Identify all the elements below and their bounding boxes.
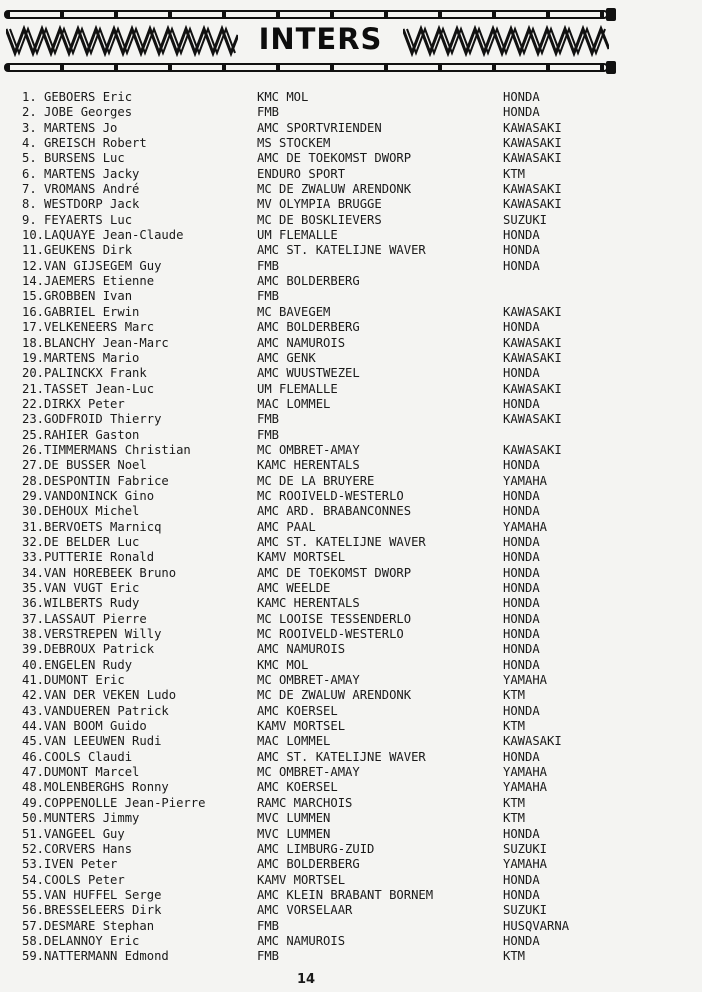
motorcycle-brand: YAMAHA bbox=[503, 765, 548, 780]
motorcycle-brand: SUZUKI bbox=[503, 841, 548, 856]
table-row bbox=[0, 474, 702, 489]
rider-name: 30.DEHOUX Michel bbox=[22, 504, 140, 519]
rider-name: 37.LASSAUT Pierre bbox=[22, 611, 147, 626]
table-row bbox=[0, 719, 702, 734]
club-name: AMC ST. KATELIJNE WAVER bbox=[257, 243, 426, 258]
table-row bbox=[0, 596, 702, 611]
motorcycle-brand: KAWASAKI bbox=[503, 120, 562, 135]
motorcycle-brand: HONDA bbox=[503, 611, 540, 626]
table-row bbox=[0, 397, 702, 412]
motorcycle-brand: HUSQVARNA bbox=[503, 918, 570, 933]
rider-name: 39.DEBROUX Patrick bbox=[22, 642, 155, 657]
club-name: FMB bbox=[257, 289, 280, 304]
table-row bbox=[0, 151, 702, 166]
rider-name: 21.TASSET Jean-Luc bbox=[22, 381, 155, 396]
club-name: AMC ARD. BRABANCONNES bbox=[257, 504, 412, 519]
club-name: AMC LIMBURG-ZUID bbox=[257, 841, 375, 856]
rider-name: 41.DUMONT Eric bbox=[22, 673, 125, 688]
rider-name: 34.VAN HOREBEEK Bruno bbox=[22, 565, 177, 580]
club-name: KAMC HERENTALS bbox=[257, 596, 360, 611]
rider-name: 59.NATTERMANN Edmond bbox=[22, 949, 169, 964]
rider-name: 58.DELANNOY Eric bbox=[22, 933, 140, 948]
rider-name: 14.JAEMERS Etienne bbox=[22, 274, 155, 289]
club-name: MC DE LA BRUYERE bbox=[257, 473, 375, 488]
table-row bbox=[0, 566, 702, 581]
rider-name: 18.BLANCHY Jean-Marc bbox=[22, 335, 169, 350]
table-row bbox=[0, 366, 702, 381]
table-row bbox=[0, 750, 702, 765]
rider-name: 45.VAN LEEUWEN Rudi bbox=[22, 734, 162, 749]
motorcycle-brand: KAWASAKI bbox=[503, 182, 562, 197]
club-name: FMB bbox=[257, 427, 280, 442]
rider-name: 27.DE BUSSER Noel bbox=[22, 458, 147, 473]
table-row bbox=[0, 734, 702, 749]
rider-name: 6. MARTENS Jacky bbox=[22, 166, 140, 181]
motorcycle-brand: SUZUKI bbox=[503, 212, 548, 227]
table-row bbox=[0, 320, 702, 335]
rider-name: 54.COOLS Peter bbox=[22, 872, 125, 887]
club-name: FMB bbox=[257, 105, 280, 120]
motorcycle-brand: KAWASAKI bbox=[503, 304, 562, 319]
table-row bbox=[0, 811, 702, 826]
rider-name: 49.COPPENOLLE Jean-Pierre bbox=[22, 795, 206, 810]
rider-name: 32.DE BELDER Luc bbox=[22, 534, 140, 549]
table-row bbox=[0, 857, 702, 872]
table-row bbox=[0, 780, 702, 795]
motorcycle-brand: YAMAHA bbox=[503, 673, 548, 688]
club-name: MC DE ZWALUW ARENDONK bbox=[257, 688, 412, 703]
motorcycle-brand: HONDA bbox=[503, 320, 540, 335]
club-name: MS STOCKEM bbox=[257, 136, 331, 151]
motorcycle-brand: HONDA bbox=[503, 565, 540, 580]
rider-name: 40.ENGELEN Rudy bbox=[22, 657, 133, 672]
club-name: AMC KOERSEL bbox=[257, 780, 338, 795]
club-name: MC OMBRET-AMAY bbox=[257, 673, 360, 688]
motorcycle-brand: HONDA bbox=[503, 396, 540, 411]
motorcycle-brand: HONDA bbox=[503, 887, 540, 902]
table-row bbox=[0, 243, 702, 258]
club-name: KAMC HERENTALS bbox=[257, 458, 360, 473]
table-row bbox=[0, 673, 702, 688]
table-row bbox=[0, 105, 702, 120]
rider-name: 36.WILBERTS Rudy bbox=[22, 596, 140, 611]
rider-name: 57.DESMARE Stephan bbox=[22, 918, 155, 933]
rider-name: 56.BRESSELEERS Dirk bbox=[22, 903, 162, 918]
table-row bbox=[0, 412, 702, 427]
table-row bbox=[0, 612, 702, 627]
table-row bbox=[0, 888, 702, 903]
table-row bbox=[0, 934, 702, 949]
club-name: MAC LOMMEL bbox=[257, 734, 331, 749]
table-row bbox=[0, 458, 702, 473]
motorcycle-brand: KTM bbox=[503, 688, 526, 703]
club-name: AMC PAAL bbox=[257, 519, 316, 534]
table-row bbox=[0, 289, 702, 304]
motorcycle-brand: KAWASAKI bbox=[503, 136, 562, 151]
table-row bbox=[0, 658, 702, 673]
motorcycle-brand: KAWASAKI bbox=[503, 197, 562, 212]
club-name: KAMV MORTSEL bbox=[257, 550, 346, 565]
club-name: AMC KLEIN BRABANT BORNEM bbox=[257, 887, 434, 902]
rider-name: 16.GABRIEL Erwin bbox=[22, 304, 140, 319]
club-name: FMB bbox=[257, 918, 280, 933]
table-row bbox=[0, 428, 702, 443]
motorcycle-brand: HONDA bbox=[503, 90, 540, 104]
club-name: KMC MOL bbox=[257, 90, 309, 104]
table-row bbox=[0, 167, 702, 182]
motorcycle-brand: HONDA bbox=[503, 749, 540, 764]
club-name: AMC NAMUROIS bbox=[257, 642, 346, 657]
table-row bbox=[0, 197, 702, 212]
club-name: AMC SPORTVRIENDEN bbox=[257, 120, 382, 135]
club-name: MC DE BOSKLIEVERS bbox=[257, 212, 382, 227]
table-row bbox=[0, 550, 702, 565]
club-name: MV OLYMPIA BRUGGE bbox=[257, 197, 382, 212]
motorcycle-brand: HONDA bbox=[503, 642, 540, 657]
motorcycle-brand: YAMAHA bbox=[503, 857, 548, 872]
club-name: AMC GENK bbox=[257, 350, 316, 365]
motorcycle-brand: KTM bbox=[503, 719, 526, 734]
rider-name: 15.GROBBEN Ivan bbox=[22, 289, 133, 304]
motorcycle-brand: HONDA bbox=[503, 627, 540, 642]
motorcycle-brand: HONDA bbox=[503, 228, 540, 243]
club-name: AMC ST. KATELIJNE WAVER bbox=[257, 749, 426, 764]
rider-name: 1. GEBOERS Eric bbox=[22, 90, 133, 104]
club-name: ENDURO SPORT bbox=[257, 166, 346, 181]
table-row bbox=[0, 535, 702, 550]
motorcycle-brand: KAWASAKI bbox=[503, 412, 562, 427]
table-row bbox=[0, 903, 702, 918]
table-row bbox=[0, 136, 702, 151]
club-name: MC ROOIVELD-WESTERLO bbox=[257, 488, 404, 503]
table-row bbox=[0, 305, 702, 320]
table-row bbox=[0, 827, 702, 842]
rider-name: 2. JOBE Georges bbox=[22, 105, 133, 120]
rider-name: 44.VAN BOOM Guido bbox=[22, 719, 147, 734]
table-row bbox=[0, 873, 702, 888]
table-row bbox=[0, 642, 702, 657]
table-row bbox=[0, 504, 702, 519]
motorcycle-brand: HONDA bbox=[503, 488, 540, 503]
motorcycle-brand: HONDA bbox=[503, 657, 540, 672]
rider-name: 53.IVEN Peter bbox=[22, 857, 118, 872]
table-row bbox=[0, 182, 702, 197]
rider-name: 46.COOLS Claudi bbox=[22, 749, 133, 764]
table-row bbox=[0, 581, 702, 596]
rider-name: 23.GODFROID Thierry bbox=[22, 412, 162, 427]
club-name: AMC BOLDERBERG bbox=[257, 857, 360, 872]
club-name: AMC KOERSEL bbox=[257, 703, 338, 718]
club-name: UM FLEMALLE bbox=[257, 228, 338, 243]
club-name: MVC LUMMEN bbox=[257, 811, 331, 826]
motorcycle-brand: KTM bbox=[503, 949, 526, 964]
club-name: AMC BOLDERBERG bbox=[257, 274, 360, 289]
motorcycle-brand: HONDA bbox=[503, 458, 540, 473]
zigzag-ornament-right bbox=[403, 25, 609, 57]
table-row bbox=[0, 274, 702, 289]
table-row bbox=[0, 765, 702, 780]
table-row bbox=[0, 121, 702, 136]
motorcycle-brand: HONDA bbox=[503, 703, 540, 718]
motorcycle-brand: KTM bbox=[503, 166, 526, 181]
rider-name: 50.MUNTERS Jimmy bbox=[22, 811, 140, 826]
rider-name: 5. BURSENS Luc bbox=[22, 151, 125, 166]
rider-name: 12.VAN GIJSEGEM Guy bbox=[22, 258, 162, 273]
motorcycle-brand: HONDA bbox=[503, 366, 540, 381]
rider-name: 38.VERSTREPEN Willy bbox=[22, 627, 162, 642]
motorcycle-brand: HONDA bbox=[503, 105, 540, 120]
table-row bbox=[0, 919, 702, 934]
club-name: AMC WEELDE bbox=[257, 581, 331, 595]
motorcycle-brand: HONDA bbox=[503, 258, 540, 273]
table-row bbox=[0, 627, 702, 642]
page-title: INTERS bbox=[258, 22, 383, 56]
club-name: AMC NAMUROIS bbox=[257, 335, 346, 350]
rider-name: 20.PALINCKX Frank bbox=[22, 366, 147, 381]
rider-name: 31.BERVOETS Marnicq bbox=[22, 519, 162, 534]
motorcycle-brand: KAWASAKI bbox=[503, 350, 562, 365]
table-row bbox=[0, 259, 702, 274]
header-bottom-rail bbox=[4, 63, 608, 72]
motorcycle-brand: HONDA bbox=[503, 596, 540, 611]
club-name: RAMC MARCHOIS bbox=[257, 795, 353, 810]
club-name: MC OMBRET-AMAY bbox=[257, 765, 360, 780]
table-row bbox=[0, 336, 702, 351]
motorcycle-brand: HONDA bbox=[503, 826, 540, 841]
club-name: AMC DE TOEKOMST DWORP bbox=[257, 151, 412, 166]
rider-name: 7. VROMANS André bbox=[22, 182, 140, 197]
motorcycle-brand: HONDA bbox=[503, 534, 540, 549]
rider-name: 43.VANDUEREN Patrick bbox=[22, 703, 169, 718]
table-row bbox=[0, 520, 702, 535]
table-row bbox=[0, 489, 702, 504]
rider-name: 4. GREISCH Robert bbox=[22, 136, 147, 151]
rider-name: 35.VAN VUGT Eric bbox=[22, 581, 140, 595]
table-row bbox=[0, 842, 702, 857]
rider-list bbox=[0, 90, 702, 965]
rider-name: 51.VANGEEL Guy bbox=[22, 826, 125, 841]
club-name: FMB bbox=[257, 258, 280, 273]
motorcycle-brand: KAWASAKI bbox=[503, 335, 562, 350]
rider-name: 47.DUMONT Marcel bbox=[22, 765, 140, 780]
rider-name: 33.PUTTERIE Ronald bbox=[22, 550, 155, 565]
motorcycle-brand: HONDA bbox=[503, 872, 540, 887]
club-name: AMC BOLDERBERG bbox=[257, 320, 360, 335]
rider-name: 22.DIRKX Peter bbox=[22, 396, 125, 411]
club-name: AMC WUUSTWEZEL bbox=[257, 366, 360, 381]
motorcycle-brand: KTM bbox=[503, 795, 526, 810]
club-name: KAMV MORTSEL bbox=[257, 872, 346, 887]
club-name: FMB bbox=[257, 412, 280, 427]
table-row bbox=[0, 443, 702, 458]
club-name: UM FLEMALLE bbox=[257, 381, 338, 396]
motorcycle-brand: HONDA bbox=[503, 933, 540, 948]
club-name: AMC VORSELAAR bbox=[257, 903, 353, 918]
table-row bbox=[0, 351, 702, 366]
motorcycle-brand: KAWASAKI bbox=[503, 151, 562, 166]
zigzag-ornament-left bbox=[6, 25, 238, 57]
motorcycle-brand: KAWASAKI bbox=[503, 442, 562, 457]
rider-name: 48.MOLENBERGHS Ronny bbox=[22, 780, 169, 795]
table-row bbox=[0, 90, 702, 105]
motorcycle-brand: YAMAHA bbox=[503, 519, 548, 534]
rider-name: 26.TIMMERMANS Christian bbox=[22, 442, 191, 457]
motorcycle-brand: KAWASAKI bbox=[503, 734, 562, 749]
rider-name: 52.CORVERS Hans bbox=[22, 841, 133, 856]
rider-name: 3. MARTENS Jo bbox=[22, 120, 118, 135]
rider-name: 25.RAHIER Gaston bbox=[22, 427, 140, 442]
club-name: KMC MOL bbox=[257, 657, 309, 672]
header-top-rail bbox=[4, 10, 608, 19]
motorcycle-brand: HONDA bbox=[503, 581, 540, 595]
club-name: MAC LOMMEL bbox=[257, 396, 331, 411]
table-row bbox=[0, 688, 702, 703]
club-name: AMC DE TOEKOMST DWORP bbox=[257, 565, 412, 580]
rider-name: 42.VAN DER VEKEN Ludo bbox=[22, 688, 177, 703]
motorcycle-brand: KAWASAKI bbox=[503, 381, 562, 396]
motorcycle-brand: KTM bbox=[503, 811, 526, 826]
club-name: AMC NAMUROIS bbox=[257, 933, 346, 948]
club-name: KAMV MORTSEL bbox=[257, 719, 346, 734]
club-name: FMB bbox=[257, 949, 280, 964]
table-row bbox=[0, 796, 702, 811]
table-row bbox=[0, 228, 702, 243]
table-row bbox=[0, 213, 702, 228]
rider-name: 8. WESTDORP Jack bbox=[22, 197, 140, 212]
table-row bbox=[0, 382, 702, 397]
club-name: MC ROOIVELD-WESTERLO bbox=[257, 627, 404, 642]
club-name: AMC ST. KATELIJNE WAVER bbox=[257, 534, 426, 549]
motorcycle-brand: HONDA bbox=[503, 504, 540, 519]
rider-name: 19.MARTENS Mario bbox=[22, 350, 140, 365]
motorcycle-brand: HONDA bbox=[503, 550, 540, 565]
club-name: MC OMBRET-AMAY bbox=[257, 442, 360, 457]
motorcycle-brand: YAMAHA bbox=[503, 473, 548, 488]
rider-name: 17.VELKENEERS Marc bbox=[22, 320, 155, 335]
page-number: 14 bbox=[296, 972, 316, 987]
rider-name: 10.LAQUAYE Jean-Claude bbox=[22, 228, 184, 243]
rider-name: 55.VAN HUFFEL Serge bbox=[22, 887, 162, 902]
motorcycle-brand: YAMAHA bbox=[503, 780, 548, 795]
rider-name: 29.VANDONINCK Gino bbox=[22, 488, 155, 503]
table-row bbox=[0, 704, 702, 719]
rider-name: 11.GEUKENS Dirk bbox=[22, 243, 133, 258]
club-name: MVC LUMMEN bbox=[257, 826, 331, 841]
club-name: MC BAVEGEM bbox=[257, 304, 331, 319]
rider-name: 28.DESPONTIN Fabrice bbox=[22, 473, 169, 488]
club-name: MC DE ZWALUW ARENDONK bbox=[257, 182, 412, 197]
table-row bbox=[0, 949, 702, 964]
rider-name: 9. FEYAERTS Luc bbox=[22, 212, 133, 227]
motorcycle-brand: HONDA bbox=[503, 243, 540, 258]
club-name: MC LOOISE TESSENDERLO bbox=[257, 611, 412, 626]
motorcycle-brand: SUZUKI bbox=[503, 903, 548, 918]
